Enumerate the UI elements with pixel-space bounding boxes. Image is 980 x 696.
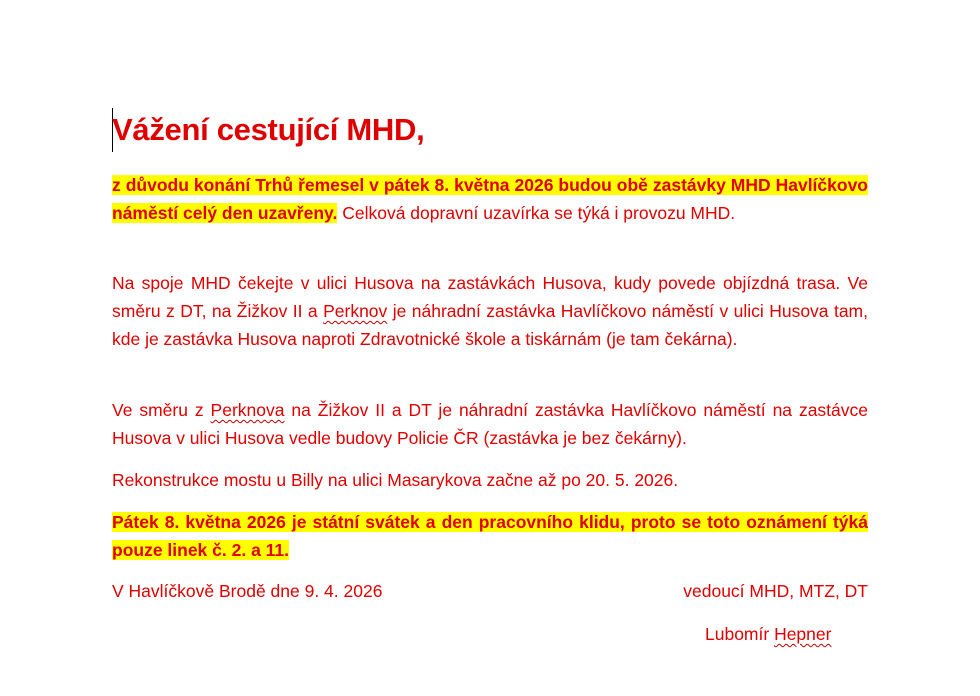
spellcheck-word: Hepner bbox=[774, 624, 832, 644]
spellcheck-word: Perknova bbox=[210, 400, 285, 420]
highlighted-text: z důvodu konání Trhů řemesel v pátek 8. května 2026 budou obě zastávky MHD Havlíčkovo náměstí celý den uzavřeny. bbox=[112, 175, 868, 223]
paragraph-holiday bbox=[112, 508, 868, 564]
paragraph-closure bbox=[112, 171, 868, 227]
paragraph-text: je náhradní zastávka Havlíčkovo náměstí v ulici Husova tam, kde je zastávka Husova naproti Zdravotnické škole a tiskárnám (je tam čekárna). bbox=[112, 301, 868, 349]
highlighted-text: Pátek 8. května 2026 je státní svátek a den pracovního klidu, proto se toto oznámení týká pouze linek č. 2. a 11. bbox=[112, 512, 868, 560]
signer-first-name: Lubomír bbox=[705, 624, 775, 644]
paragraph-text: Na spoje MHD čekejte v ulici Husova na zastávkách Husova, kudy povede objízdná trasa. Ve směru z DT, na Žižkov II a bbox=[112, 273, 868, 321]
spellcheck-word: Perknov bbox=[323, 301, 388, 321]
paragraph-bridge: Rekonstrukce mostu u Billy na ulici Masarykova začne až po 20. 5. 2026. bbox=[112, 470, 679, 490]
paragraph-detour bbox=[112, 269, 868, 353]
paragraph-direction bbox=[112, 396, 868, 452]
paragraph-text: Celková dopravní uzavírka se týká i provozu MHD. bbox=[337, 203, 736, 223]
page-title: Vážení cestující MHD, bbox=[112, 112, 425, 147]
paragraph-text: na Žižkov II a DT je náhradní zastávka Havlíčkovo náměstí na zastávce Husova v ulici Husova vedle budovy Policie ČR (zastávka je bez čekárny). bbox=[112, 400, 869, 448]
signer-role: vedoucí MHD, MTZ, DT bbox=[683, 581, 868, 601]
signer-name bbox=[705, 620, 831, 648]
paragraph-text: Ve směru z bbox=[112, 400, 211, 420]
signature-line bbox=[112, 577, 868, 605]
place-date: V Havlíčkově Brodě dne 9. 4. 2026 bbox=[112, 581, 383, 601]
